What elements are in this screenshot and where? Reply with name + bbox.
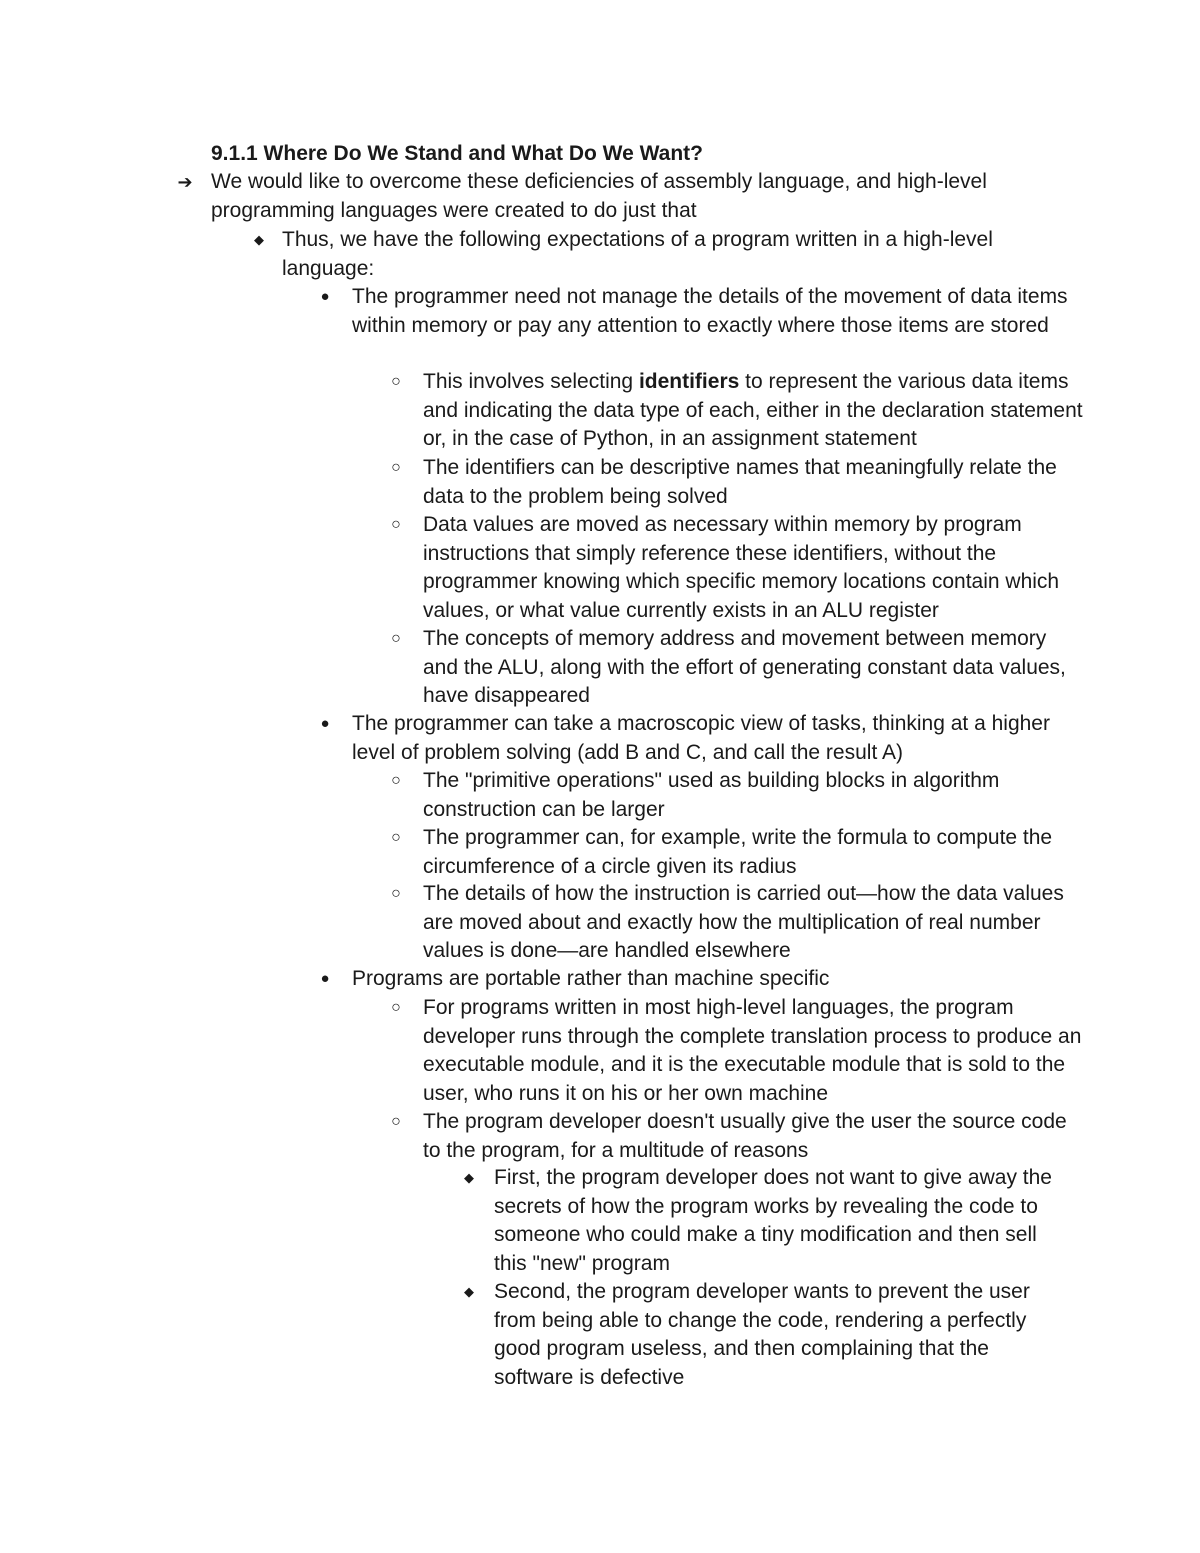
circle-bullet-icon: ○ [391,1113,401,1130]
diamond-bullet-icon: ◆ [254,232,264,247]
list-item-text: The concepts of memory address and movement between memory and the ALU, along with the effort of generating constant data values, have disappeared [423,627,1066,708]
list-item-text: We would like to overcome these deficiencies of assembly language, and high-level programming languages were created to do just that [211,170,987,222]
list-item-text: First, the program developer does not want to give away the secrets of how the program works by revealing the code to someone who could make a tiny modification and then sell this "new" program [494,1166,1052,1275]
section-heading: 9.1.1 Where Do We Stand and What Do We Want? [211,142,703,165]
list-item-text: The details of how the instruction is carried out—how the data values are moved about and exactly how the multiplication of real number values is done—are handled elsewhere [423,882,1064,963]
list-item [494,1278,1064,1392]
list-item-text: Programs are portable rather than machine specific [352,967,830,990]
list-item [352,283,1072,340]
list-item-text: For programs written in most high-level languages, the program developer runs through the complete translation process to produce an executable module, and it is the executable module that is sold to the user, who runs it on his or her own machine [423,996,1082,1105]
text-run: to represent the various data items and indicating the data type of each, either in the declaration statement or, in the case of Python, in an assignment statement [423,370,1083,451]
list-item-text: Second, the program developer wants to prevent the user from being able to change the code, rendering a perfectly good program useless, and then complaining that the software is defective [494,1280,1030,1389]
list-item-text: The programmer can, for example, write the formula to compute the circumference of a circle given its radius [423,826,1053,878]
list-item [423,994,1083,1108]
list-item [352,965,1072,994]
list-item [423,880,1083,966]
list-item [423,368,1083,454]
circle-bullet-icon: ○ [391,772,401,789]
list-item-text: The identifiers can be descriptive names that meaningfully relate the data to the problem being solved [423,456,1057,508]
list-item [494,1164,1064,1278]
circle-bullet-icon: ○ [391,373,401,390]
text-run: This involves selecting [423,370,639,393]
list-item-text: The programmer can take a macroscopic view of tasks, thinking at a higher level of problem solving (add B and C, and call the result A) [352,712,1050,764]
list-item [211,168,1071,225]
circle-bullet-icon: ○ [391,516,401,533]
list-item [282,226,1072,283]
circle-bullet-icon: ○ [391,999,401,1016]
circle-bullet-icon: ○ [391,829,401,846]
list-item-text: Thus, we have the following expectations of a program written in a high-level language: [282,228,993,280]
diamond-bullet-icon: ◆ [464,1284,474,1299]
list-item-text [423,368,1083,454]
disc-bullet-icon: ● [320,970,330,987]
diamond-bullet-icon: ◆ [464,1170,474,1185]
circle-bullet-icon: ○ [391,885,401,902]
list-item [423,824,1083,881]
disc-bullet-icon: ● [320,715,330,732]
list-item [352,710,1072,767]
list-item-text: The programmer need not manage the details of the movement of data items within memory or pay any attention to exactly where those items are stored [352,285,1068,337]
arrow-bullet-icon: ➔ [177,172,193,192]
list-item [423,767,1083,824]
circle-bullet-icon: ○ [391,630,401,647]
bold-term: identifiers [638,370,740,393]
list-item-text: The "primitive operations" used as building blocks in algorithm construction can be larger [423,769,1000,821]
list-item [423,1108,1083,1165]
circle-bullet-icon: ○ [391,459,401,476]
disc-bullet-icon: ● [320,288,330,305]
list-item [423,454,1083,511]
list-item [423,625,1083,711]
list-item-text: The program developer doesn't usually give the user the source code to the program, for a multitude of reasons [423,1110,1067,1162]
list-item [423,511,1083,625]
list-item-text: Data values are moved as necessary within memory by program instructions that simply reference these identifiers, without the programmer knowing which specific memory locations contain which values, or what value currently exists in an ALU register [423,513,1060,622]
